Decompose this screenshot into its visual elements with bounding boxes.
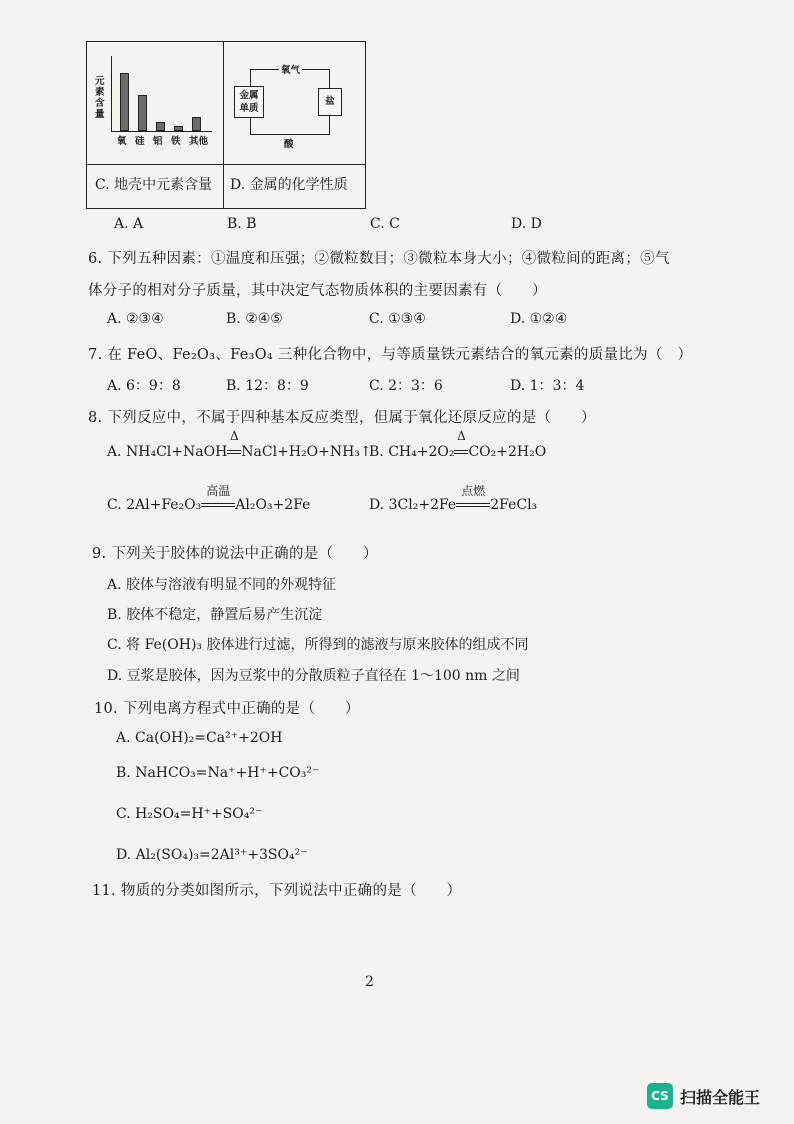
q8-stem: 8. 下列反应中，不属于四种基本反应类型，但属于氧化还原反应的是（ ） <box>88 410 596 426</box>
q8-option-d <box>369 484 538 513</box>
q5-option-a: A. A <box>114 216 144 232</box>
bar-labels <box>111 133 211 147</box>
figure-table <box>86 41 366 209</box>
label-acid: 酸 <box>284 139 294 150</box>
q7-stem: 7. 在 FeO、Fe₂O₃、Fe₃O₄ 三种化合物中，与等质量铁元素结合的氧元素的质量比为（ ） <box>88 347 693 363</box>
y-axis-label: 元素含量 <box>95 76 105 120</box>
q8-b-condition-arrow <box>454 429 468 460</box>
bar-label-1: 硅 <box>135 136 145 147</box>
q10-option-c: C. H₂SO₄=H⁺+SO₄²⁻ <box>116 806 263 822</box>
bar-2 <box>156 122 165 131</box>
q6-stem-line1: 6. 下列五种因素：①温度和压强；②微粒数目；③微粒本身大小；④微粒间的距离；⑤气 <box>88 251 670 267</box>
q8-d-condition-arrow <box>456 484 490 513</box>
q6-option-a: A. ②③④ <box>107 311 164 327</box>
bar-0 <box>120 73 129 131</box>
q8-a-products: NaCl+H₂O+NH₃↑ <box>241 444 372 460</box>
q10-option-a: A. Ca(OH)₂=Ca²⁺+2OH <box>116 730 283 746</box>
q9-option-d: D. 豆浆是胶体，因为豆浆中的分散质粒子直径在 1～100 nm 之间 <box>107 668 520 684</box>
bar-label-4: 其他 <box>189 136 209 147</box>
q8-option-c <box>107 484 311 513</box>
q8-c-reactants: C. 2Al+Fe₂O₃ <box>107 497 202 513</box>
bar-1 <box>138 95 147 131</box>
q8-b-condition: Δ <box>457 429 466 443</box>
q10-option-b: B. NaHCO₃=Na⁺+H⁺+CO₃²⁻ <box>116 765 320 781</box>
q9-stem: 9. 下列关于胶体的说法中正确的是（ ） <box>92 546 378 562</box>
q8-c-products: Al₂O₃+2Fe <box>235 497 311 513</box>
bar-label-3: 铁 <box>171 136 181 147</box>
bar-chart <box>111 56 212 132</box>
q8-b-products: CO₂+2H₂O <box>468 444 547 460</box>
q5-option-b: B. B <box>227 216 257 232</box>
cell-crust-elements <box>87 42 223 208</box>
box-metal: 金属单质 <box>234 86 264 118</box>
q8-a-reactants: A. NH₄Cl+NaOH <box>107 444 228 460</box>
q10-option-d: D. Al₂(SO₄)₃=2Al³⁺+3SO₄²⁻ <box>116 847 308 863</box>
q8-d-condition: 点燃 <box>461 484 486 498</box>
caption-d: D. 金属的化学性质 <box>230 177 348 193</box>
camscanner-logo-icon: CS <box>647 1083 673 1109</box>
bar-label-0: 氧 <box>117 136 127 147</box>
q8-b-reactants: B. CH₄+2O₂ <box>369 444 455 460</box>
q6-option-c: C. ①③④ <box>369 311 426 327</box>
q9-option-c: C. 将 Fe(OH)₃ 胶体进行过滤，所得到的滤液与原来胶体的组成不同 <box>107 637 529 653</box>
q7-option-d: D. 1：3：4 <box>510 378 585 394</box>
label-oxygen: 氧气 <box>279 62 302 76</box>
bar-label-2: 铝 <box>153 136 163 147</box>
page-number: 2 <box>365 974 374 990</box>
q8-a-condition-arrow <box>227 429 241 460</box>
cell-metal-properties <box>224 42 365 208</box>
q7-option-c: C. 2：3：6 <box>369 378 443 394</box>
q7-option-b: B. 12：8：9 <box>226 378 309 394</box>
q7-option-a: A. 6：9：8 <box>107 378 181 394</box>
q10-stem: 10. 下列电离方程式中正确的是（ ） <box>94 701 360 717</box>
q6-option-d: D. ①②④ <box>510 311 568 327</box>
q11-stem: 11. 物质的分类如图所示，下列说法中正确的是（ ） <box>92 883 462 899</box>
q5-option-c: C. C <box>370 216 400 232</box>
bar-3 <box>174 126 183 131</box>
q8-option-a <box>107 429 372 460</box>
q8-a-condition: Δ <box>229 429 239 443</box>
q8-c-condition: 高温 <box>206 484 231 498</box>
bar-4 <box>192 117 201 131</box>
q9-option-a: A. 胶体与溶液有明显不同的外观特征 <box>107 577 337 593</box>
q8-d-reactants: D. 3Cl₂+2Fe <box>369 497 457 513</box>
caption-c: C. 地壳中元素含量 <box>95 177 213 193</box>
q6-stem-line2: 体分子的相对分子质量，其中决定气态物质体积的主要因素有（ ） <box>88 283 547 299</box>
q6-option-b: B. ②④⑤ <box>226 311 283 327</box>
scanner-brand: 扫描全能王 <box>680 1088 761 1107</box>
q8-option-b <box>369 429 547 460</box>
q8-c-condition-arrow <box>201 484 235 513</box>
box-salt: 盐 <box>318 88 342 116</box>
q9-option-b: B. 胶体不稳定，静置后易产生沉淀 <box>107 607 323 623</box>
q8-d-products: 2FeCl₃ <box>490 497 538 513</box>
q5-option-d: D. D <box>511 216 542 232</box>
